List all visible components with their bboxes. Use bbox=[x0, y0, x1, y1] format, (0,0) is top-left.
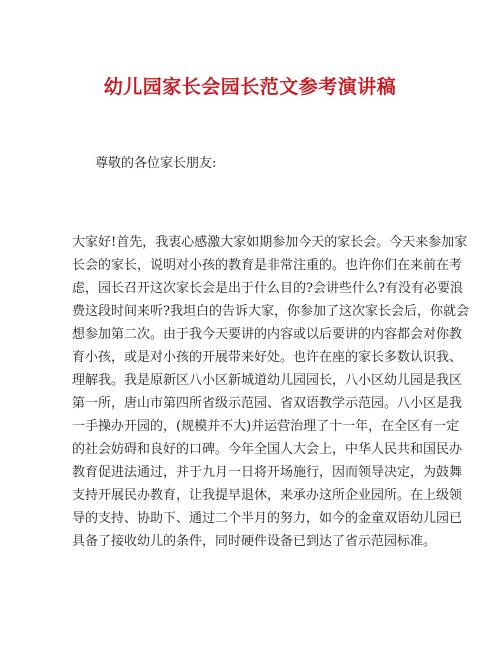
body-line: 支持开展民办教育，让我提早退休，来承办这所企业园所。在上级领 bbox=[72, 488, 463, 503]
body-line: 第一所，唐山市第四所省级示范园、省双语教学示范园。八小区是我 bbox=[72, 396, 463, 411]
document-title: 幼儿园家长会园长范文参考演讲稿 bbox=[103, 76, 397, 98]
body-line: 长会的家长，说明对小孩的教育是非常注重的。也许你们在来前在考 bbox=[72, 258, 463, 273]
body-line: 一手操办开园的，(规模并不大)并运营治理了十一年，在全区有一定 bbox=[72, 419, 460, 434]
body-line: 具备了接收幼儿的条件，同时硬件设备已到达了省示范园标准。 bbox=[72, 534, 437, 549]
body-line: 费这段时间来听?我坦白的告诉大家，你参加了这次家长会后，你就会 bbox=[72, 304, 469, 319]
body-line: 的社会妨碍和良好的口碑。今年全国人大会上，中华人民共和国民办 bbox=[72, 442, 463, 457]
body-line: 育小孩，或是对小孩的开展带来好处。也许在座的家长多数认识我、 bbox=[72, 350, 463, 365]
body-paragraph bbox=[72, 231, 469, 553]
salutation: 尊敬的各位家长朋友: bbox=[95, 156, 217, 171]
body-line: 理解我。我是原新区八小区新城道幼儿园园长，八小区幼儿园是我区 bbox=[72, 373, 463, 388]
body-line: 想参加第二次。由于我今天要讲的内容或以后要讲的内容都会对你教 bbox=[72, 327, 463, 342]
body-line: 大家好!首先，我衷心感激大家如期参加今天的家长会。今天来参加家 bbox=[72, 235, 468, 250]
body-line: 虑，园长召开这次家长会是出于什么目的?会讲些什么?有没有必要浪 bbox=[72, 281, 463, 296]
body-line: 导的支持、协助下、通过二个半月的努力，如今的金童双语幼儿园已 bbox=[72, 511, 463, 526]
body-line: 教育促进法通过，并于九月一日将开场施行，因而领导决定，为鼓舞 bbox=[72, 465, 463, 480]
